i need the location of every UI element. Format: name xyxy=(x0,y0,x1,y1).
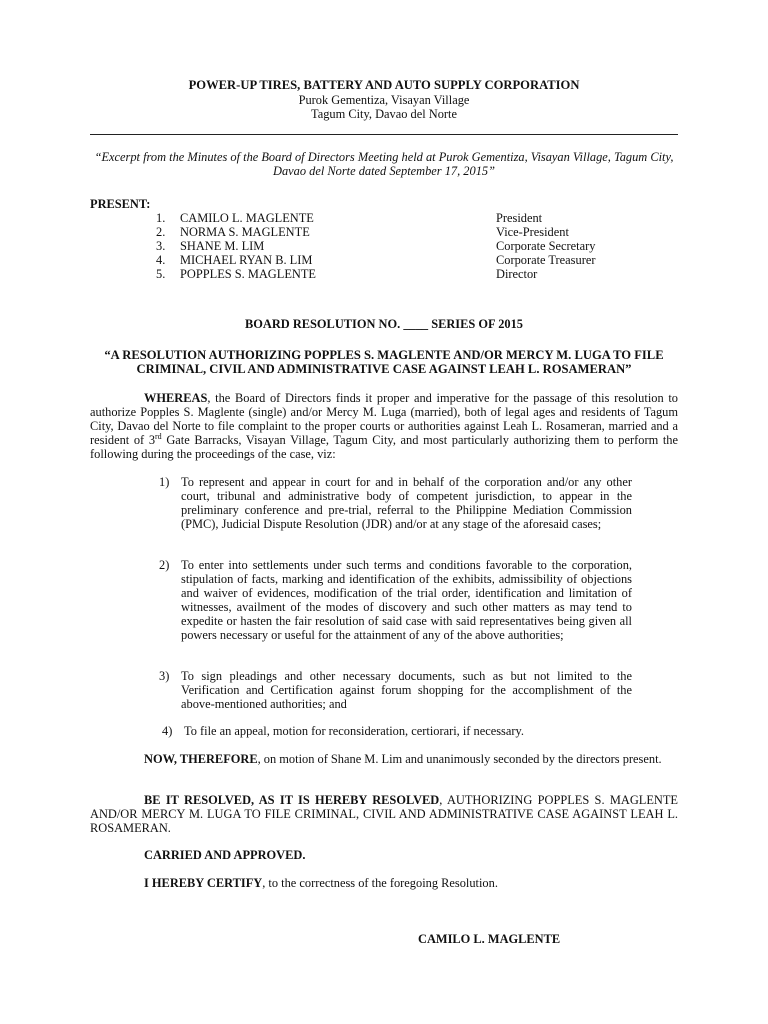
address-line-2: Tagum City, Davao del Norte xyxy=(311,107,457,121)
member-number: 5. xyxy=(156,267,166,281)
whereas-text-continued: Gate Barracks, Visayan Village, Tagum City, and most particularly authorizing them to perform the following during the proceedings of the case, viz: xyxy=(90,433,678,461)
member-number: 4. xyxy=(156,253,166,267)
ordinal-suffix: rd xyxy=(155,431,162,441)
address-line-1: Purok Gementiza, Visayan Village xyxy=(298,93,470,107)
item-text: To sign pleadings and other necessary documents, such as but not limited to the Verification and Certification against forum shopping for the accomplishment of the above-mentioned authorities; and xyxy=(181,669,632,711)
member-row xyxy=(0,211,768,225)
whereas-text: , the Board of Directors finds it proper and imperative for the passage of this resolution to authorize Popples S. Maglente (single) and/or Mercy M. Luga (married), both of legal ages and residents of Tagum City, Davao del Norte to file complaint to the proper courts or authorities against Leah L. Rosameran, married and a resident of 3 xyxy=(90,391,678,447)
signatory-name: CAMILO L. MAGLENTE xyxy=(418,932,561,946)
member-row xyxy=(0,253,768,267)
member-name: SHANE M. LIM xyxy=(180,239,265,253)
now-therefore-paragraph xyxy=(90,752,678,766)
member-name: NORMA S. MAGLENTE xyxy=(180,225,310,239)
header-divider xyxy=(90,134,678,135)
resolution-number: BOARD RESOLUTION NO. ____ SERIES OF 2015 xyxy=(244,317,524,331)
member-name: CAMILO L. MAGLENTE xyxy=(180,211,314,225)
certify-text: , to the correctness of the foregoing Resolution. xyxy=(262,876,498,890)
member-name: POPPLES S. MAGLENTE xyxy=(180,267,316,281)
whereas-lead: WHEREAS xyxy=(144,391,208,405)
minutes-excerpt: “Excerpt from the Minutes of the Board of Directors Meeting held at Purok Gementiza, Visayan Village, Tagum City, Davao del Norte dated September 17, 2015” xyxy=(94,150,674,178)
member-row xyxy=(0,267,768,281)
item-number: 4) xyxy=(162,724,173,738)
certify-lead: I HEREBY CERTIFY xyxy=(144,876,263,890)
item-text: To file an appeal, motion for reconsideration, certiorari, if necessary. xyxy=(184,724,524,738)
member-number: 1. xyxy=(156,211,166,225)
company-name: POWER-UP TIRES, BATTERY AND AUTO SUPPLY CORPORATION xyxy=(188,78,580,92)
carried-approved xyxy=(90,848,678,862)
member-position: Corporate Treasurer xyxy=(496,253,596,267)
be-it-resolved-paragraph xyxy=(90,793,678,835)
member-position: Corporate Secretary xyxy=(496,239,596,253)
item-number: 3) xyxy=(159,669,170,683)
whereas-paragraph xyxy=(90,391,678,461)
member-row xyxy=(0,239,768,253)
member-number: 2. xyxy=(156,225,166,239)
certify-paragraph xyxy=(90,876,678,890)
item-text: To represent and appear in court for and in behalf of the corporation and/or any other court, tribunal and administrative body of competent jurisdiction, to appear in the preliminary conference and pre-trial, referral to the Philippine Mediation Commission (PMC), Judicial Dispute Resolution (JDR) and/or at any stage of the aforesaid cases; xyxy=(181,475,632,531)
carried-approved-text: CARRIED AND APPROVED. xyxy=(144,848,306,862)
present-label: PRESENT: xyxy=(90,197,151,211)
be-it-resolved-lead: BE IT RESOLVED, AS IT IS HEREBY RESOLVED xyxy=(144,793,440,807)
member-position: President xyxy=(496,211,543,225)
be-it-resolved-text: , AUTHORIZING POPPLES S. MAGLENTE AND/OR MERCY M. LUGA TO FILE CRIMINAL, CIVIL AND ADMINISTRATIVE CASE AGAINST LEAH L. ROSAMERAN. xyxy=(90,793,678,835)
item-text: To enter into settlements under such terms and conditions favorable to the corporation, stipulation of facts, marking and identification of the exhibits, admissibility of objections and waiver of evidences, modification of the trial order, identification and limitation of witnesses, availment of the modes of discovery and such other matters as may tend to expedite or hasten the fair resolution of said case with said representatives being given all powers necessary or useful for the attainment of any of the above authorities; xyxy=(181,558,632,642)
member-name: MICHAEL RYAN B. LIM xyxy=(180,253,313,267)
member-number: 3. xyxy=(156,239,166,253)
now-therefore-text: , on motion of Shane M. Lim and unanimously seconded by the directors present. xyxy=(257,752,662,766)
resolution-title: “A RESOLUTION AUTHORIZING POPPLES S. MAGLENTE AND/OR MERCY M. LUGA TO FILE CRIMINAL, CIVIL AND ADMINISTRATIVE CASE AGAINST LEAH L. ROSAMERAN” xyxy=(104,348,664,376)
member-position: Vice-President xyxy=(496,225,569,239)
member-position: Director xyxy=(496,267,538,281)
now-therefore-lead: NOW, THEREFORE xyxy=(144,752,258,766)
member-row xyxy=(0,225,768,239)
item-number: 1) xyxy=(159,475,170,489)
item-number: 2) xyxy=(159,558,170,572)
